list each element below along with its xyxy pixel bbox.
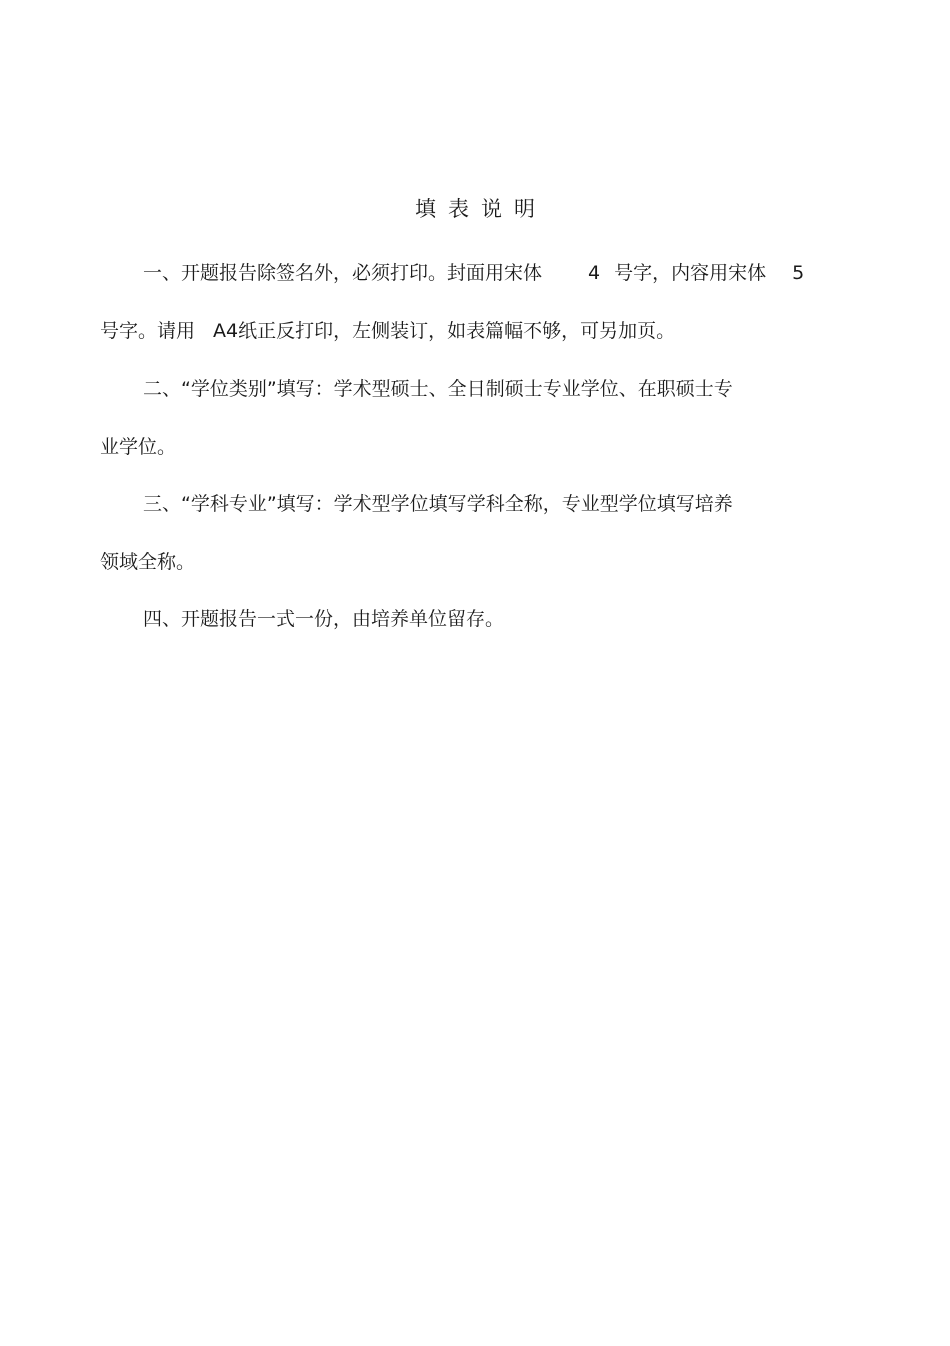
instruction-1-text-e: 号字。请用 — [100, 320, 196, 342]
instruction-1-text-c: 号字，内容用宋体 — [614, 262, 767, 284]
instruction-2-line-2: 业学位。 — [100, 436, 177, 458]
instruction-1-text-f: A4纸正反打印，左侧装订，如表篇幅不够，可另加页。 — [213, 320, 676, 342]
instruction-1-line-1 — [143, 258, 804, 288]
instruction-1-line-2 — [100, 316, 675, 346]
instruction-1-body-font-size: 5 — [792, 262, 805, 284]
instruction-2-line-1: 二、“学位类别”填写：学术型硕士、全日制硕士专业学位、在职硕士专 — [143, 378, 733, 400]
page-title: 填表说明 — [415, 197, 547, 221]
instruction-1-text-a: 一、开题报告除签名外，必须打印。封面用宋体 — [143, 262, 543, 284]
instruction-4-line-1: 四、开题报告一式一份，由培养单位留存。 — [143, 608, 505, 630]
instruction-3-line-1: 三、“学科专业”填写：学术型学位填写学科全称，专业型学位填写培养 — [143, 493, 733, 515]
instruction-1-cover-font-size: 4 — [588, 262, 601, 284]
instruction-3-line-2: 领域全称。 — [100, 551, 196, 573]
